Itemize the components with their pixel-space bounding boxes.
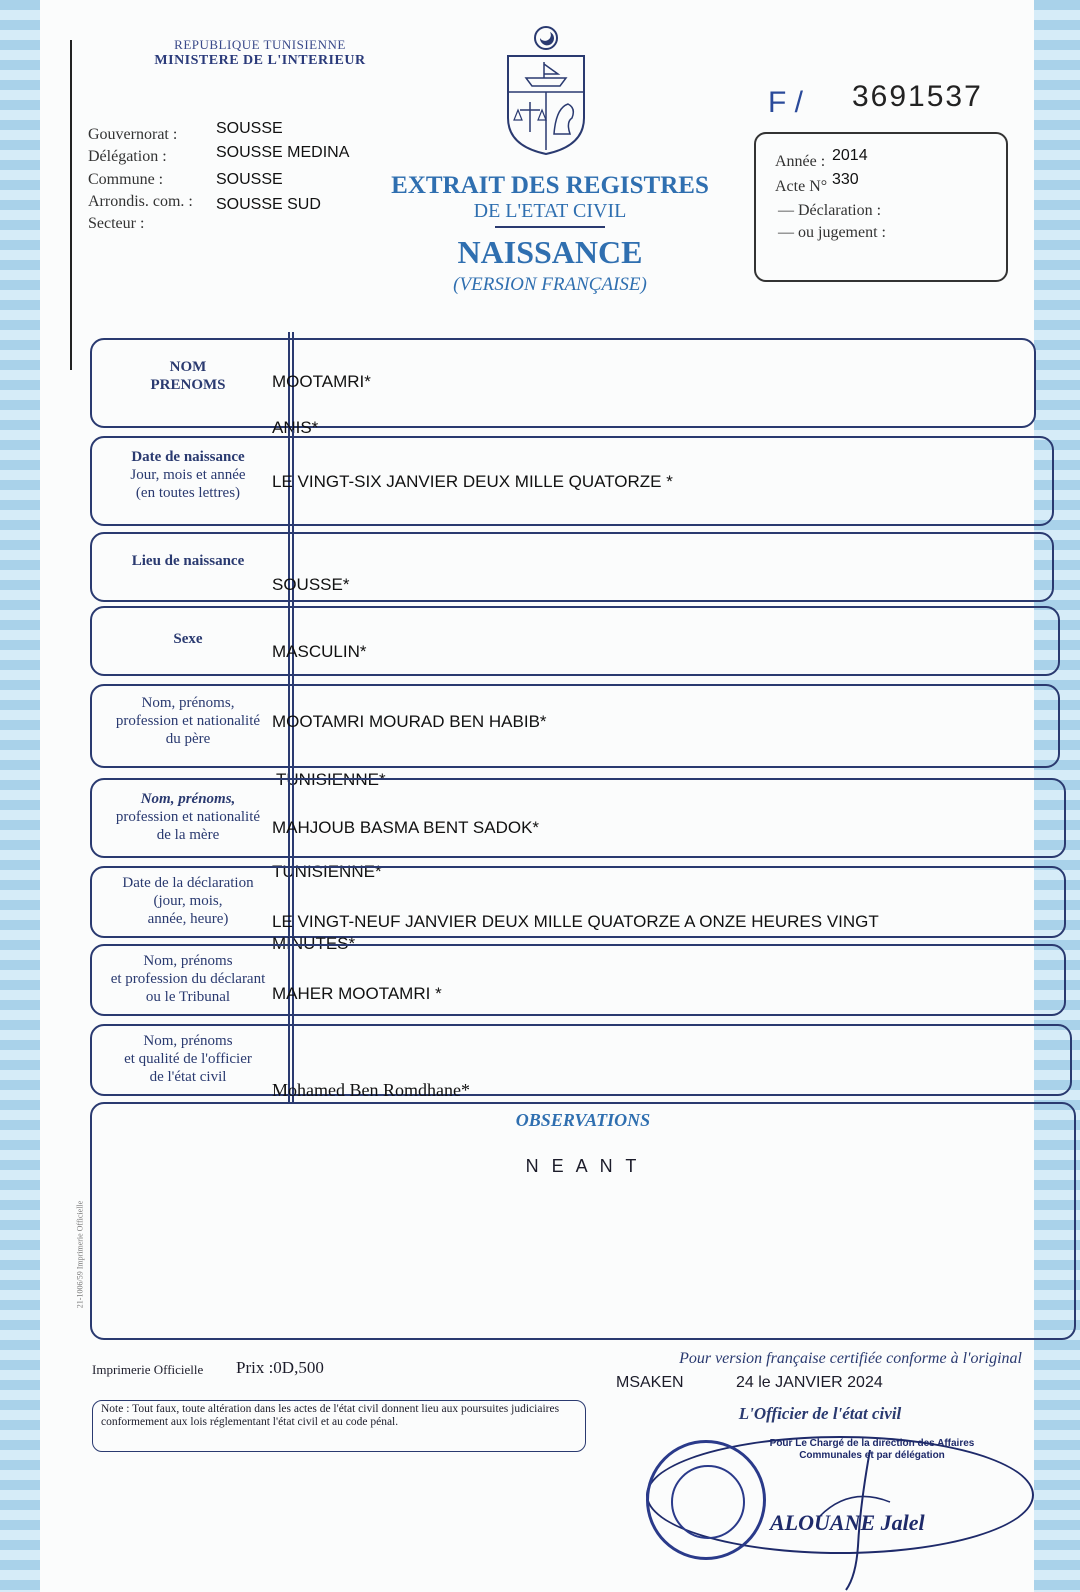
- annee-label: Année :: [775, 153, 826, 170]
- dob-sublabel1: Jour, mois et année: [130, 467, 246, 483]
- commune-value: SOUSSE: [216, 171, 283, 188]
- mere-value: MAHJOUB BASMA BENT SADOK*: [272, 818, 540, 837]
- serial-number: 3691537: [852, 80, 983, 113]
- dob-sublabel2: (en toutes lettres): [135, 485, 241, 501]
- coat-of-arms-icon: [496, 22, 596, 158]
- decl-label3: année, heure): [147, 911, 229, 927]
- title-divider: [495, 226, 605, 228]
- acte-label: Acte N°: [775, 178, 828, 195]
- sexe-label: Sexe: [173, 631, 203, 647]
- imprimerie-label: Imprimerie Officielle: [92, 1362, 204, 1377]
- jugement-label: — ou jugement :: [778, 224, 886, 241]
- prix-label: Prix :0D,500: [236, 1358, 324, 1377]
- observations-text: N E A N T: [525, 1156, 641, 1176]
- margin-line: [70, 40, 72, 370]
- officier-label2: et qualité de l'officier: [124, 1051, 252, 1067]
- observations-box: [90, 1102, 1076, 1340]
- decorative-border-left: [0, 0, 42, 1592]
- dob-value: LE VINGT-SIX JANVIER DEUX MILLE QUATORZE *: [272, 472, 673, 491]
- ministry-label: MINISTERE DE L'INTERIEUR: [154, 53, 366, 68]
- document-sheet: [40, 0, 1034, 1592]
- row-lieu: [90, 532, 1054, 602]
- commune-label: Commune :: [88, 171, 164, 188]
- arrondis-label: Arrondis. com. :: [88, 193, 193, 210]
- serial-prefix: F /: [768, 86, 803, 119]
- title-line1: EXTRAIT DES REGISTRES: [391, 172, 709, 199]
- sexe-value: MASCULIN*: [272, 642, 367, 661]
- observations-title: OBSERVATIONS: [515, 1110, 651, 1130]
- decl-value-2: MINUTES*: [272, 934, 356, 953]
- arrondis-value: SOUSSE SUD: [216, 196, 321, 213]
- secteur-label: Secteur :: [88, 215, 145, 232]
- prenom-value: ANIS*: [272, 418, 319, 437]
- mere-label3: de la mère: [156, 827, 220, 843]
- pere-label3: du père: [165, 731, 211, 747]
- row-officier: [90, 1024, 1072, 1096]
- pere-label1: Nom, prénoms,: [141, 695, 235, 711]
- republic-label: REPUBLIQUE TUNISIENNE: [174, 37, 346, 52]
- nom-value: MOOTAMRI*: [272, 372, 371, 391]
- acte-value: 330: [832, 171, 859, 188]
- officier-value: Mohamed Ben Romdhane*: [272, 1080, 470, 1100]
- ministry-seal-icon: [646, 1440, 766, 1560]
- row-nom: [90, 338, 1036, 428]
- title-version: (VERSION FRANÇAISE): [453, 274, 647, 295]
- decl-value: LE VINGT-NEUF JANVIER DEUX MILLE QUATORZE A ONZE HEURES VINGT: [272, 912, 879, 931]
- row-pere: [90, 684, 1060, 768]
- declarant-label2: et profession du déclarant: [110, 971, 266, 987]
- declarant-label3: ou le Tribunal: [145, 989, 231, 1005]
- mere-label1: Nom, prénoms,: [140, 791, 236, 807]
- nom-label: NOM: [169, 359, 207, 375]
- stamp-text2: Communales et par délégation: [799, 1450, 945, 1461]
- declarant-value: MAHER MOOTAMRI *: [272, 984, 442, 1003]
- pere-label2: profession et nationalité: [115, 713, 261, 729]
- dob-label: Date de naissance: [131, 449, 245, 465]
- gouvernorat-label: Gouvernorat :: [88, 126, 178, 143]
- row-declarant: [90, 944, 1066, 1016]
- gouvernorat-value: SOUSSE: [216, 120, 283, 137]
- delegation-value: SOUSSE MEDINA: [216, 144, 350, 161]
- officier-label3: de l'état civil: [149, 1069, 227, 1085]
- annee-value: 2014: [832, 147, 868, 164]
- date-value: 24 le JANVIER 2024: [736, 1374, 883, 1391]
- mere-label2: profession et nationalité: [115, 809, 261, 825]
- pere-value: MOOTAMRI MOURAD BEN HABIB*: [272, 712, 547, 731]
- declaration-label: — Déclaration :: [778, 202, 882, 219]
- pere-nationalite: TUNISIENNE*: [276, 770, 386, 789]
- mere-nationalite: TUNISIENNE*: [272, 862, 382, 881]
- legal-note: Note : Tout faux, toute altération dans les actes de l'état civil donnent lieu aux poursuites judiciaires conformement aux lois réglementant l'état civil et au code pénal.: [92, 1400, 586, 1452]
- lieu-label: Lieu de naissance: [131, 553, 245, 569]
- lieu-value: SOUSSE*: [272, 575, 350, 594]
- decl-label1: Date de la déclaration: [122, 875, 254, 891]
- prenoms-label: PRENOMS: [150, 377, 226, 393]
- officer-title: L'Officier de l'état civil: [738, 1404, 902, 1423]
- delegation-label: Délégation :: [88, 148, 167, 165]
- title-naissance: NAISSANCE: [457, 234, 643, 270]
- side-print-text: 21-1006/59 Imprimerie Officielle: [75, 1200, 85, 1309]
- declarant-label1: Nom, prénoms: [143, 953, 233, 969]
- title-line2: DE L'ETAT CIVIL: [473, 200, 627, 222]
- certified-text: Pour version française certifiée conforme à l'original: [679, 1350, 1022, 1367]
- place-value: MSAKEN: [616, 1374, 684, 1391]
- stamp-text1: Pour Le Chargé de la direction des Affaires: [769, 1438, 975, 1449]
- decl-label2: (jour, mois,: [153, 893, 223, 909]
- signature-name: ALOUANE Jalel: [770, 1510, 925, 1535]
- row-sexe: [90, 606, 1060, 676]
- row-mere: [90, 778, 1066, 858]
- officier-label1: Nom, prénoms: [143, 1033, 233, 1049]
